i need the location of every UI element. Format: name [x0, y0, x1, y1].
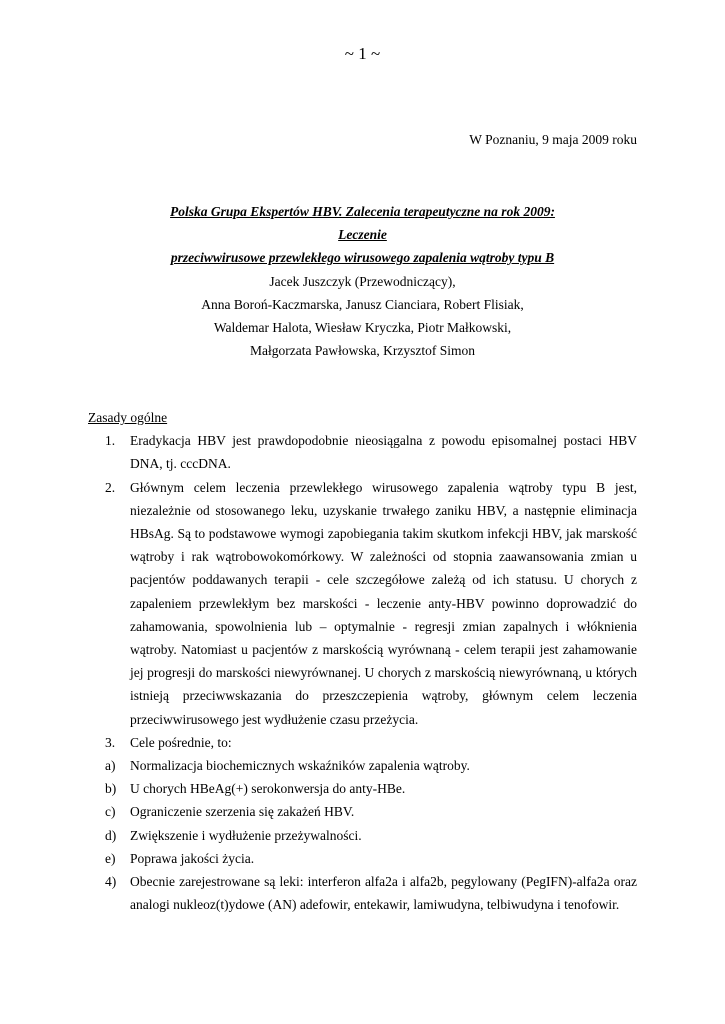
list-text: Cele pośrednie, to:	[130, 734, 232, 750]
list-text: Eradykacja HBV jest prawdopodobnie nieosiągalna z powodu episomalnej postaci HBV DNA, tj. cccDNA.	[130, 433, 637, 472]
list-marker: 3.	[105, 734, 116, 750]
list-item	[88, 429, 637, 475]
author-line: Anna Boroń-Kaczmarska, Janusz Cianciara, Robert Flisiak,	[201, 296, 524, 312]
title-line-2: Leczenie	[338, 227, 387, 243]
document-body	[88, 406, 637, 916]
list-item	[88, 847, 637, 870]
list-marker: d)	[105, 827, 117, 843]
list-marker: b)	[105, 781, 117, 797]
list-item	[88, 800, 637, 823]
list-marker: 4)	[105, 874, 117, 890]
list-item	[88, 777, 637, 800]
author-line: Waldemar Halota, Wiesław Kryczka, Piotr Małkowski,	[213, 320, 512, 336]
list-text: Normalizacja biochemicznych wskaźników zapalenia wątroby.	[130, 758, 470, 774]
list-text: Obecnie zarejestrowane są leki: interferon alfa2a i alfa2b, pegylowany (PegIFN)-alfa2a oraz analogi nukleoz(t)ydowe (AN) adefowir, entekawir, lamiwudyna, telbiwudyna i tenofowir.	[130, 874, 637, 913]
list-item	[88, 731, 637, 754]
list-marker: e)	[105, 850, 116, 866]
list-item	[88, 870, 637, 916]
list-text: Ograniczenie szerzenia się zakażeń HBV.	[130, 804, 355, 820]
list-text: Zwiększenie i wydłużenie przeżywalności.	[130, 827, 362, 843]
list-item	[88, 824, 637, 847]
list-text: U chorych HBeAg(+) serokonwersja do anty-HBe.	[130, 781, 406, 797]
list-item	[88, 476, 637, 731]
title-line-1: Polska Grupa Ekspertów HBV. Zalecenia terapeutyczne na rok 2009:	[170, 204, 555, 219]
title-block	[88, 200, 637, 362]
page-number: ~ 1 ~	[344, 44, 381, 63]
list-marker: c)	[105, 804, 116, 820]
title-line-3: przeciwwirusowe przewlekłego wirusowego zapalenia wątroby typu B	[170, 250, 555, 266]
list-text: Głównym celem leczenia przewlekłego wirusowego zapalenia wątroby typu B jest, niezależnie od stosowanego leku, uzyskanie trwałego zaniku HBV, a następnie eliminacja HBsAg. Są to podstawowe wymogi zapobiegania takim skutkom infekcji HBV, jak marskość wątroby i rak wątrobowokomórkowy. W zależności od stopnia zaawansowania zmian u pacjentów poddawanych terapii - cele szczegółowe zależą od ich statusu. U chorych z zapaleniem przewlekłym bez marskości - leczenie anty-HBV powinno doprowadzić do zahamowania, spowolnienia lub – optymalnie - regresji zmian zapalnych i włóknienia wątroby. Natomiast u pacjentów z marskością wyrównaną - celem terapii jest zahamowanie jej progresji do marskości niewyrównanej. U chorych z marskością niewyrównaną, u których istnieją przeciwwskazania do przeszczepienia wątroby, głównym celem leczenia przeciwwirusowego jest wydłużenie czasu przeżycia.	[130, 479, 637, 727]
list-text: Poprawa jakości życia.	[130, 850, 255, 866]
place-date: W Poznaniu, 9 maja 2009 roku	[469, 132, 637, 147]
list-marker: 1.	[105, 433, 116, 449]
author-line: Małgorzata Pawłowska, Krzysztof Simon	[250, 343, 475, 359]
list-marker: 2.	[105, 479, 116, 495]
list-item	[88, 754, 637, 777]
section-heading: Zasady ogólne	[88, 410, 168, 425]
author-line: Jacek Juszczyk (Przewodniczący),	[269, 273, 456, 289]
list-marker: a)	[105, 758, 116, 774]
